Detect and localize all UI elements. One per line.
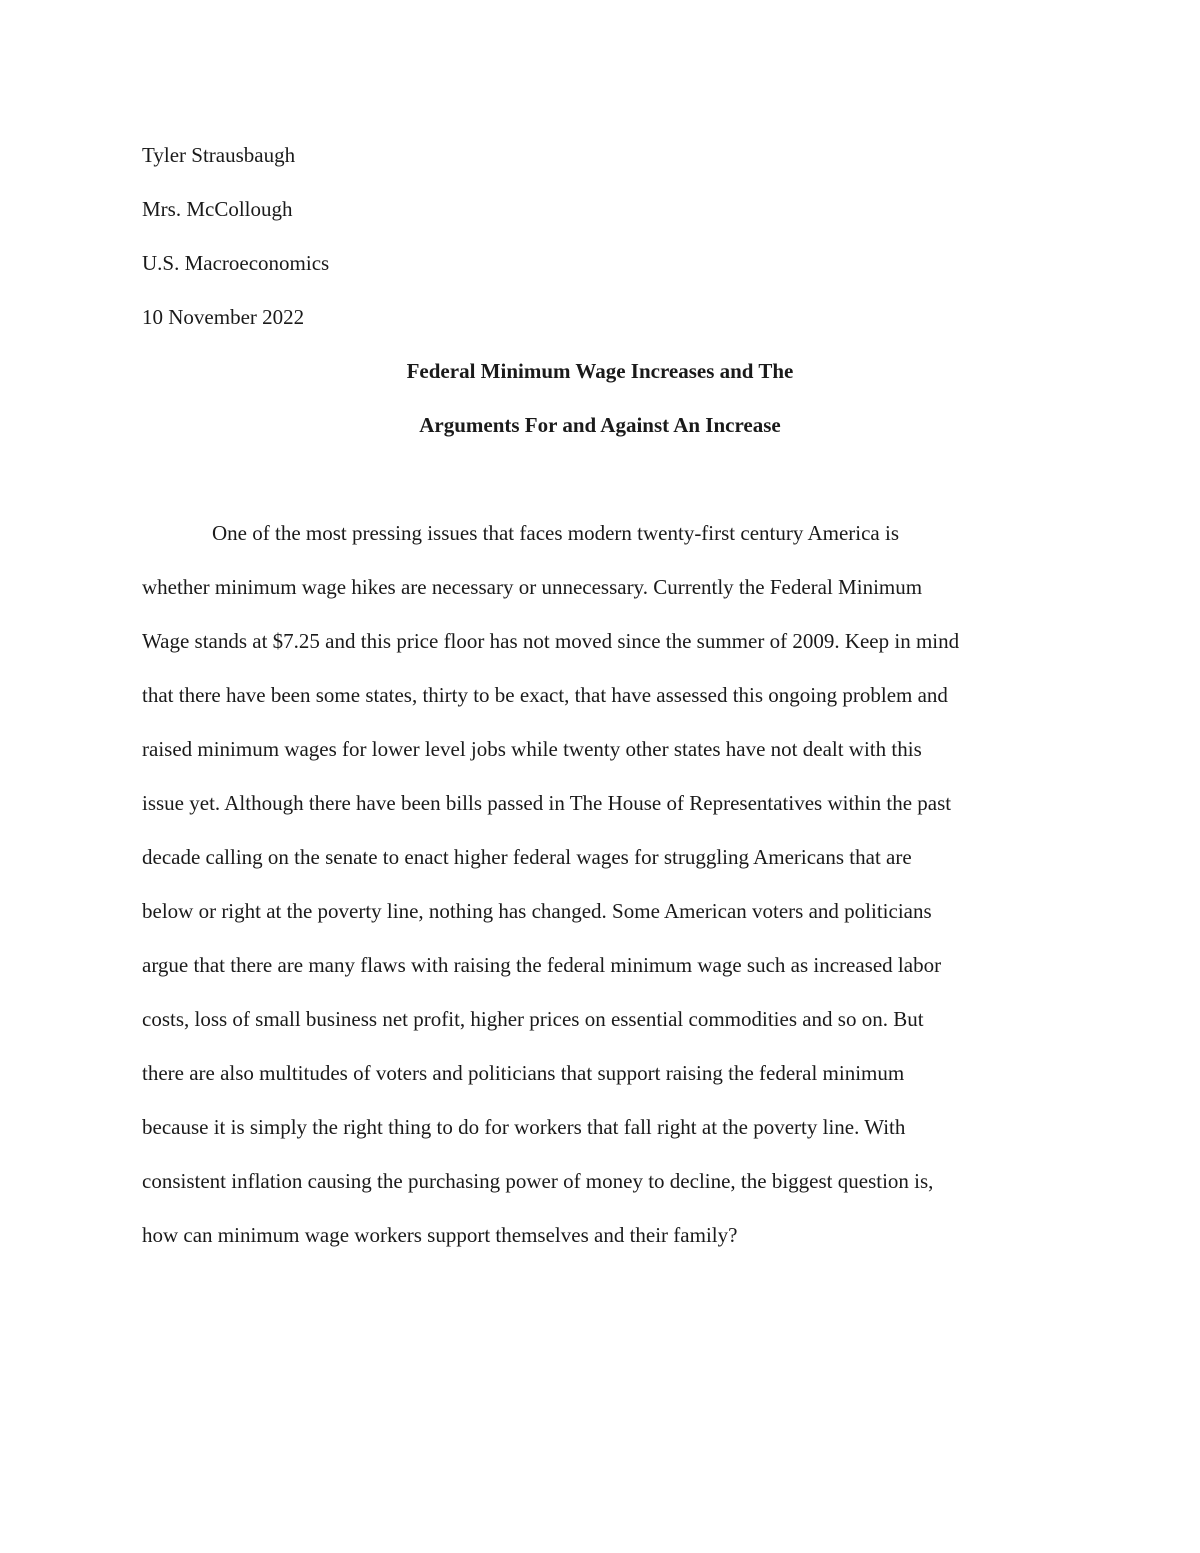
author-name: Tyler Strausbaugh [142,143,296,167]
paragraph-line: whether minimum wage hikes are necessary or unnecessary. Currently the Federal Minimum [142,575,923,599]
document-date: 10 November 2022 [142,305,305,329]
paragraph-line: raised minimum wages for lower level jobs while twenty other states have not dealt with this [142,737,922,761]
course-name: U.S. Macroeconomics [142,251,330,275]
paragraph-line: that there have been some states, thirty to be exact, that have assessed this ongoing problem and [142,683,948,707]
paragraph-line: Wage stands at $7.25 and this price floor has not moved since the summer of 2009. Keep in mind [142,629,960,653]
instructor-name: Mrs. McCollough [142,197,293,221]
paragraph-line: there are also multitudes of voters and politicians that support raising the federal minimum [142,1061,905,1085]
essay-title-line-2: Arguments For and Against An Increase [419,413,781,437]
paragraph-line: how can minimum wage workers support themselves and their family? [142,1223,738,1247]
paragraph-line: issue yet. Although there have been bills passed in The House of Representatives within the past [142,791,952,815]
paragraph-line: because it is simply the right thing to do for workers that fall right at the poverty line. With [142,1115,906,1139]
essay-title-line-1: Federal Minimum Wage Increases and The [406,359,794,383]
paragraph-line: costs, loss of small business net profit, higher prices on essential commodities and so on. But [142,1007,924,1031]
paragraph-line: decade calling on the senate to enact higher federal wages for struggling Americans that are [142,845,912,869]
paragraph-line: argue that there are many flaws with raising the federal minimum wage such as increased labor [142,953,942,977]
paragraph-line: consistent inflation causing the purchasing power of money to decline, the biggest question is, [142,1169,934,1193]
paragraph-line: below or right at the poverty line, nothing has changed. Some American voters and politicians [142,899,932,923]
paragraph-line: One of the most pressing issues that faces modern twenty-first century America is [212,521,899,545]
